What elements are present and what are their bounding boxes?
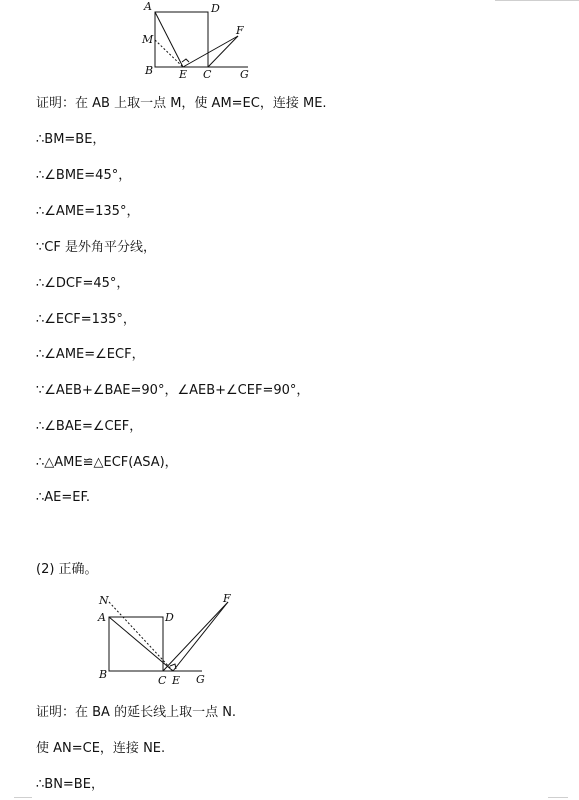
bottom-rule-right — [548, 797, 568, 798]
text-line-10: ∴∠BAE=∠CEF， — [36, 419, 143, 434]
label-m: M — [142, 33, 154, 46]
label-b: B — [145, 64, 154, 77]
segment-me-dashed — [155, 40, 183, 67]
text-line-8: ∴∠AME=∠ECF， — [36, 347, 145, 362]
label-g: G — [196, 673, 205, 686]
square-abcd — [155, 12, 208, 67]
right-angle-mark — [182, 59, 189, 62]
top-rule — [495, 0, 579, 1]
segment-ae — [155, 12, 183, 67]
text-line-5: ∵CF 是外角平分线， — [36, 240, 156, 255]
label-a: A — [144, 0, 152, 13]
label-e: E — [172, 674, 181, 687]
text-line-3: ∴∠BME=45°， — [36, 168, 132, 183]
figure-1-geometry — [130, 0, 260, 82]
text-line-4: ∴∠AME=135°， — [36, 204, 140, 219]
label-f: F — [223, 592, 231, 605]
label-e: E — [179, 68, 188, 81]
label-d: D — [211, 2, 220, 15]
text-line-15: ∴BN=BE， — [36, 777, 104, 792]
text-line-12: ∴AE=EF. — [36, 490, 91, 505]
part-2-heading: (2) 正确。 — [36, 562, 98, 577]
text-line-13: 证明：在 BA 的延长线上取一点 N. — [36, 705, 237, 720]
segment-cf — [208, 36, 238, 67]
text-line-11: ∴△AME≌△ECF(ASA)， — [36, 455, 178, 470]
label-d: D — [165, 611, 174, 624]
label-a: A — [98, 611, 106, 624]
text-line-6: ∴∠DCF=45°， — [36, 276, 130, 291]
segment-ef — [173, 602, 228, 671]
bottom-rule-left — [14, 797, 32, 798]
label-n: N — [99, 594, 109, 607]
text-line-7: ∴∠ECF=135°， — [36, 312, 136, 327]
text-line-2: ∴BM=BE， — [36, 132, 106, 147]
label-b: B — [99, 668, 108, 681]
figure-2-geometry — [92, 590, 242, 688]
label-c: C — [158, 674, 167, 687]
square-abcd — [109, 617, 163, 671]
text-line-9: ∵∠AEB+∠BAE=90°，∠AEB+∠CEF=90°， — [36, 383, 310, 398]
text-line-14: 使 AN=CE，连接 NE. — [36, 741, 166, 756]
segment-ef — [183, 36, 238, 67]
label-f: F — [236, 24, 244, 37]
label-c: C — [203, 68, 212, 81]
text-line-1: 证明：在 AB 上取一点 M，使 AM=EC，连接 ME. — [36, 96, 327, 111]
label-g: G — [240, 68, 249, 81]
